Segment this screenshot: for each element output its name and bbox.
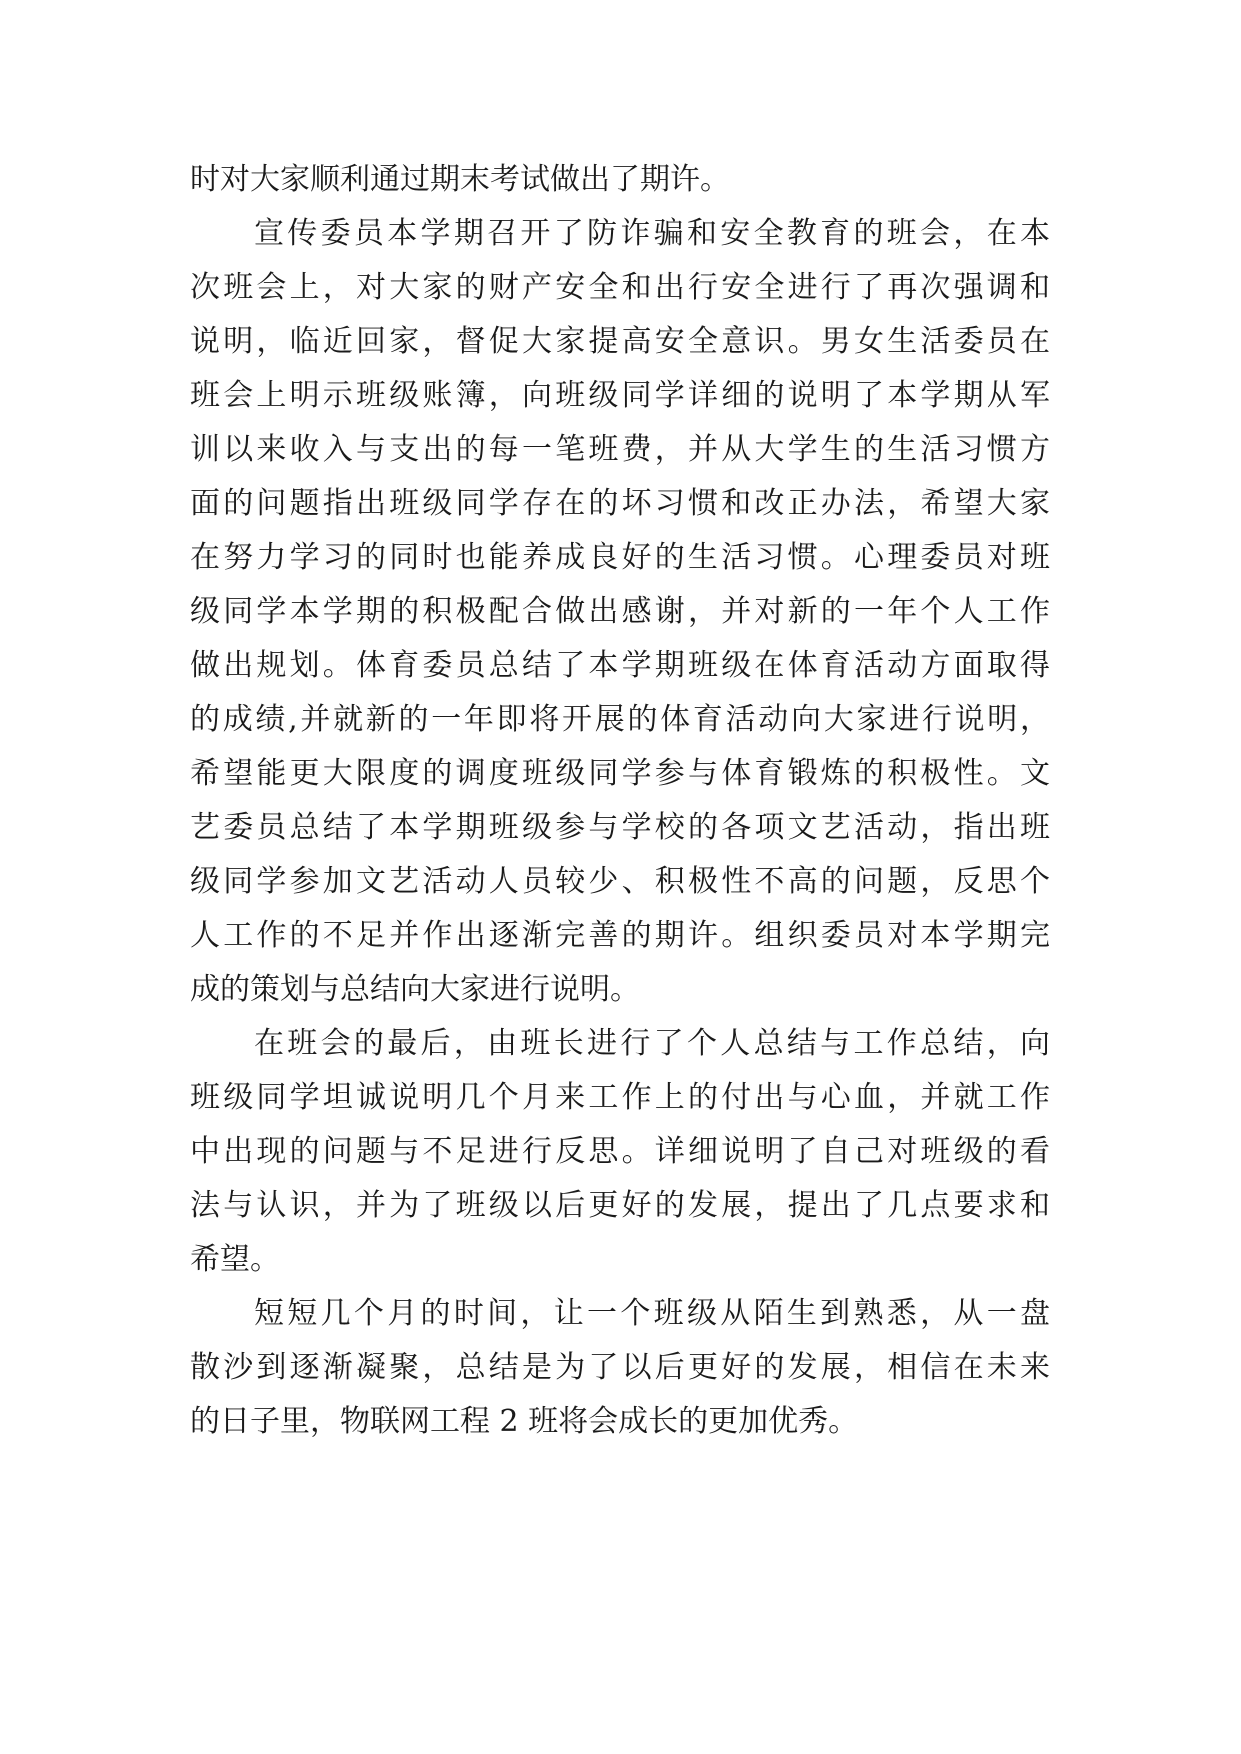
text-line: 次班会上，对大家的财产安全和出行安全进行了再次强调和 xyxy=(190,270,1050,305)
text-line: 短短几个月的时间，让一个班级从陌生到熟悉，从一盘 xyxy=(254,1296,1050,1331)
text-line: 时对大家顺利通过期末考试做出了期许。 xyxy=(190,162,730,197)
text-line: 希望。 xyxy=(190,1242,280,1277)
text-line: 人工作的不足并作出逐渐完善的期许。组织委员对本学期完 xyxy=(190,918,1050,953)
text-line: 班级同学坦诚说明几个月来工作上的付出与心血，并就工作 xyxy=(190,1080,1050,1115)
paragraph xyxy=(190,1017,1050,1287)
text-line: 说明，临近回家，督促大家提高安全意识。男女生活委员在 xyxy=(190,324,1050,359)
paragraph xyxy=(190,1287,1050,1449)
text-line: 散沙到逐渐凝聚，总结是为了以后更好的发展，相信在未来 xyxy=(190,1350,1050,1385)
text-line: 成的策划与总结向大家进行说明。 xyxy=(190,972,640,1007)
paragraph xyxy=(190,207,1050,1017)
text-line: 在班会的最后，由班长进行了个人总结与工作总结，向 xyxy=(254,1026,1050,1061)
text-line: 级同学本学期的积极配合做出感谢，并对新的一年个人工作 xyxy=(190,594,1050,629)
text-line: 的成绩,并就新的一年即将开展的体育活动向大家进行说明， xyxy=(190,702,1050,737)
text-line: 训以来收入与支出的每一笔班费，并从大学生的生活习惯方 xyxy=(190,432,1050,467)
text-line: 法与认识，并为了班级以后更好的发展，提出了几点要求和 xyxy=(190,1188,1050,1223)
paragraph xyxy=(190,153,1050,207)
text-line: 中出现的问题与不足进行反思。详细说明了自己对班级的看 xyxy=(190,1134,1050,1169)
text-line: 的日子里，物联网工程 2 班将会成长的更加优秀。 xyxy=(190,1404,859,1439)
text-line: 面的问题指出班级同学存在的坏习惯和改正办法，希望大家 xyxy=(190,486,1050,521)
text-line: 宣传委员本学期召开了防诈骗和安全教育的班会，在本 xyxy=(254,216,1050,251)
text-line: 做出规划。体育委员总结了本学期班级在体育活动方面取得 xyxy=(190,648,1050,683)
text-line: 艺委员总结了本学期班级参与学校的各项文艺活动，指出班 xyxy=(190,810,1050,845)
text-line: 希望能更大限度的调度班级同学参与体育锻炼的积极性。文 xyxy=(190,756,1050,791)
text-line: 班会上明示班级账簿，向班级同学详细的说明了本学期从军 xyxy=(190,378,1050,413)
document-body xyxy=(190,153,1050,1449)
text-line: 级同学参加文艺活动人员较少、积极性不高的问题，反思个 xyxy=(190,864,1050,899)
text-line: 在努力学习的同时也能养成良好的生活习惯。心理委员对班 xyxy=(190,540,1050,575)
